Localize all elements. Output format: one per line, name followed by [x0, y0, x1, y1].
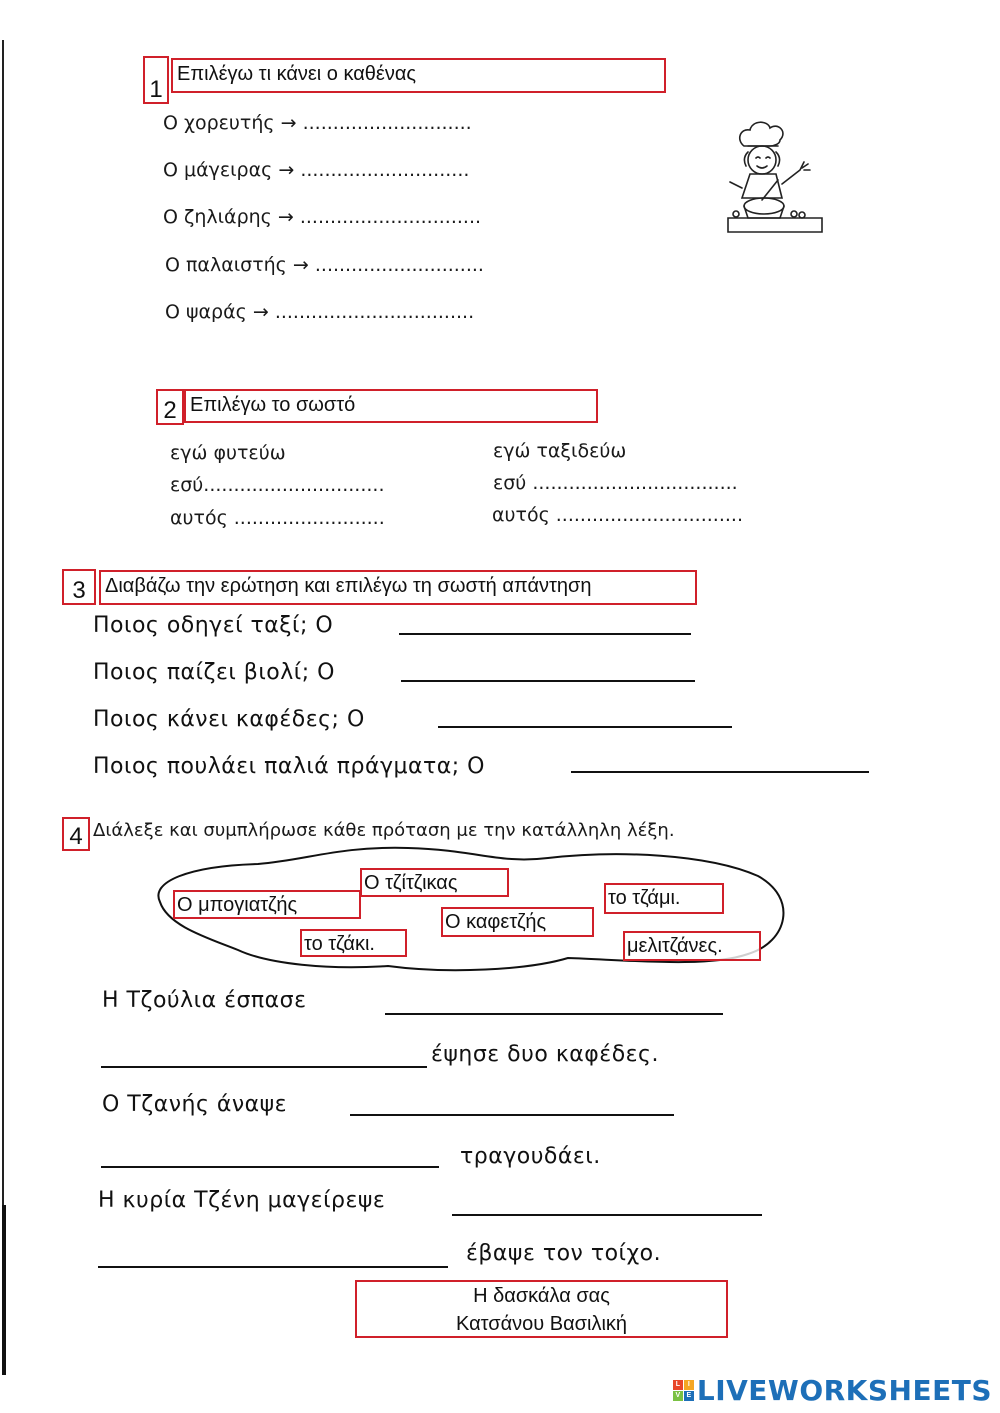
conjugation-blank[interactable]: αυτός .........................	[170, 507, 385, 529]
sentence-text: έψησε δυο καφέδες.	[431, 1042, 659, 1067]
item-label: Ο παλαιστής	[165, 254, 287, 276]
sentence-text: Η κυρία Τζένη μαγείρεψε	[98, 1188, 386, 1213]
word-option[interactable]: Ο μπογιατζής	[173, 890, 361, 919]
answer-line[interactable]	[98, 1266, 448, 1268]
word-option[interactable]: το τζάκι.	[300, 929, 407, 957]
item-label: Ο ζηλιάρης	[163, 206, 272, 228]
question-text: Ποιος οδηγεί ταξί; Ο	[93, 613, 334, 638]
word-option[interactable]: μελιτζάνες.	[623, 931, 761, 961]
signature-line-1: Η δασκάλα σας	[473, 1285, 610, 1307]
brand-name: LIVEWORKSHEETS	[696, 1374, 992, 1407]
blank-dots[interactable]: ............................	[300, 159, 470, 181]
item-label: Ο ψαράς	[165, 301, 247, 323]
item-label: Ο μάγειρας	[163, 159, 273, 181]
exercise-4-title: Διάλεξε και συμπλήρωσε κάθε πρόταση με την κατάλληλη λέξη.	[93, 820, 675, 841]
conjugation-blank[interactable]: εσύ ..................................	[493, 472, 738, 494]
blank-dots[interactable]: .................................	[274, 301, 475, 323]
answer-line[interactable]	[385, 1013, 723, 1015]
question-text: Ποιος κάνει καφέδες; Ο	[93, 707, 365, 732]
question-text: Ποιος πουλάει παλιά πράγματα; Ο	[93, 754, 486, 779]
answer-line[interactable]	[101, 1166, 439, 1168]
answer-line[interactable]	[101, 1066, 427, 1068]
scan-page-edge-dark	[2, 1205, 6, 1375]
answer-line[interactable]	[399, 633, 691, 635]
exercise-1-item	[163, 112, 472, 134]
liveworksheets-brand	[673, 1374, 992, 1407]
liveworksheets-logo-icon: L I V E	[673, 1380, 694, 1401]
arrow-icon: →	[292, 254, 309, 276]
item-label: Ο χορευτής	[163, 112, 275, 134]
exercise-4-number: 4	[62, 817, 90, 851]
chef-cooking-icon	[722, 118, 832, 240]
sentence-text: Ο Τζανής άναψε	[102, 1092, 288, 1117]
exercise-1-item	[165, 301, 474, 323]
exercise-1-number: 1	[143, 56, 169, 104]
answer-line[interactable]	[438, 726, 732, 728]
word-option[interactable]: Ο καφετζής	[441, 907, 594, 937]
exercise-1-item	[163, 206, 481, 228]
answer-line[interactable]	[401, 680, 695, 682]
signature-line-2: Κατσάνου Βασιλική	[455, 1313, 628, 1335]
word-option[interactable]: Ο τζίτζικας	[360, 868, 509, 897]
teacher-signature	[355, 1280, 728, 1338]
question-text: Ποιος παίζει βιολί; Ο	[93, 660, 335, 685]
exercise-1-title: Επιλέγω τι κάνει ο καθένας	[171, 58, 666, 93]
sentence-text: έβαψε τον τοίχο.	[466, 1241, 662, 1266]
exercise-1-item	[165, 254, 484, 276]
sentence-text: Η Τζούλια έσπασε	[102, 988, 307, 1013]
exercise-2-title: Επιλέγω το σωστό	[184, 389, 598, 423]
arrow-icon: →	[277, 206, 294, 228]
conjugation-label: εγώ φυτεύω	[170, 442, 286, 464]
conjugation-blank[interactable]: αυτός ...............................	[492, 504, 743, 526]
answer-line[interactable]	[571, 771, 869, 773]
blank-dots[interactable]: ............................	[314, 254, 484, 276]
exercise-3-number: 3	[62, 569, 96, 605]
sentence-text: τραγουδάει.	[460, 1144, 601, 1169]
answer-line[interactable]	[350, 1114, 674, 1116]
conjugation-blank[interactable]: εσύ..............................	[170, 474, 385, 496]
answer-line[interactable]	[452, 1214, 762, 1216]
blank-dots[interactable]: ............................	[302, 112, 472, 134]
exercise-2-number: 2	[156, 389, 184, 425]
scan-page-edge	[2, 40, 4, 1370]
arrow-icon: →	[252, 301, 269, 323]
arrow-icon: →	[280, 112, 297, 134]
exercise-3-title: Διαβάζω την ερώτηση και επιλέγω τη σωστή απάντηση	[99, 570, 697, 605]
exercise-1-item	[163, 159, 469, 181]
conjugation-label: εγώ ταξιδεύω	[493, 440, 627, 462]
blank-dots[interactable]: ..............................	[299, 206, 482, 228]
word-option[interactable]: το τζάμι.	[604, 883, 724, 914]
arrow-icon: →	[278, 159, 295, 181]
